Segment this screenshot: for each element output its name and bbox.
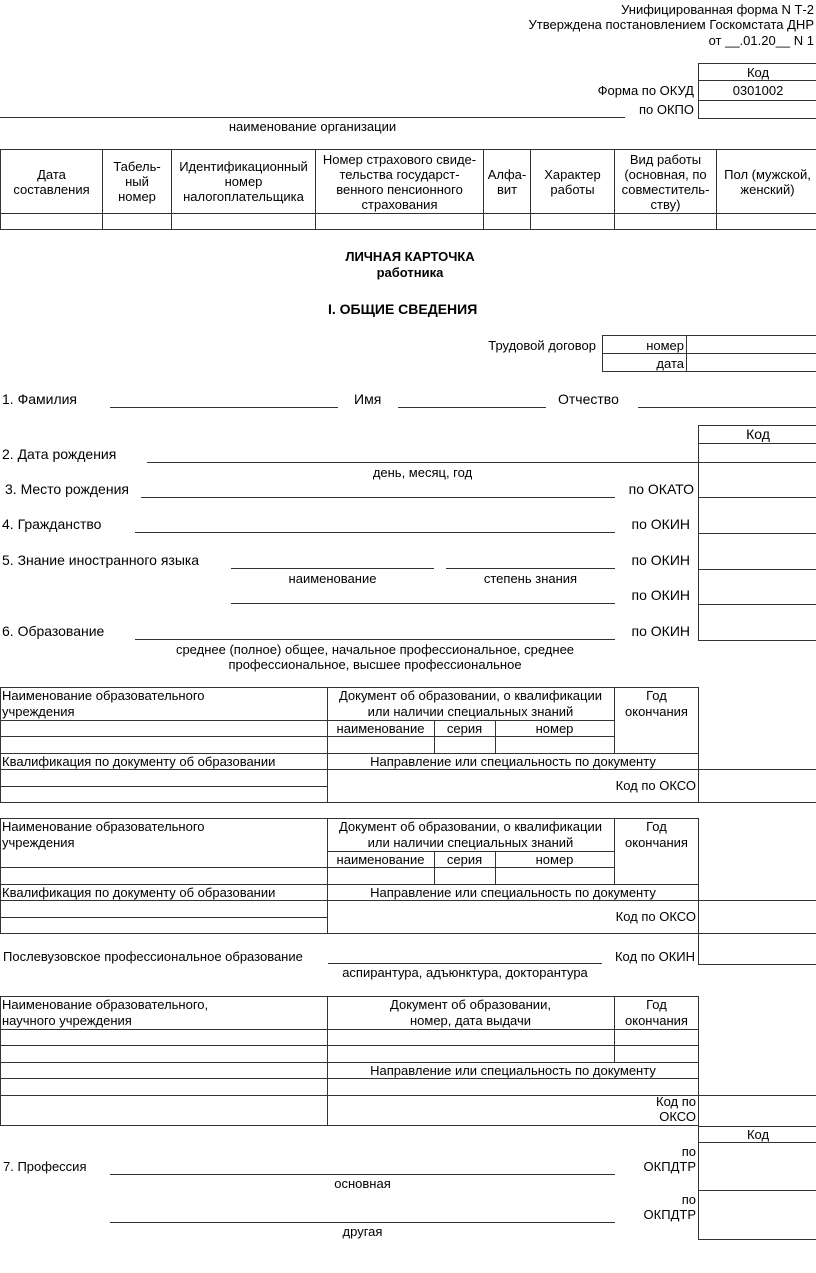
institution-header-l2: учреждения — [2, 704, 75, 719]
postgrad-label: Послевузовское профессиональное образование — [3, 949, 303, 964]
doc-name-header: наименование — [336, 721, 425, 736]
pg-institution-header-l2: научного учреждения — [2, 1013, 132, 1028]
profession-code-header: Код — [746, 1127, 770, 1142]
postgrad-caption: аспирантура, адъюнктура, докторантура — [342, 965, 588, 980]
approved-date: от __.01.20__ N 1 — [708, 33, 814, 48]
pg-specialty-header: Направление или специальность по документу — [370, 1063, 656, 1078]
header-date: Дата составления — [1, 150, 103, 214]
language-code-field-1[interactable] — [700, 535, 816, 568]
specialty-header: Направление или специальность по документу — [370, 754, 656, 769]
education-field[interactable] — [135, 639, 615, 640]
surname-label: 1. Фамилия — [2, 391, 78, 407]
birth-place-field[interactable] — [141, 497, 615, 498]
header-snils: Номер страхового свиде-тельства государст-венного пенсионного страхования — [316, 150, 484, 214]
doc-series-header: серия — [446, 721, 483, 736]
okato-label: по ОКАТО — [628, 481, 694, 497]
citizenship-label: 4. Гражданство — [2, 516, 102, 532]
profession-label: 7. Профессия — [3, 1159, 87, 1174]
birth-date-field[interactable] — [147, 462, 698, 463]
profession-other-code-field[interactable] — [700, 1192, 816, 1238]
okud-label: Форма по ОКУД — [597, 83, 694, 98]
citizenship-code-field[interactable] — [700, 499, 816, 532]
section-title: I. ОБЩИЕ СВЕДЕНИЯ — [328, 301, 478, 317]
document-header-l1: Документ об образовании, о квалификации — [338, 688, 602, 703]
postgrad-okin-label: Код по ОКИН — [614, 949, 695, 964]
doc-series-header: серия — [446, 852, 483, 867]
profession-main-code-field[interactable] — [700, 1144, 816, 1189]
header-inn: Идентификационный номер налогоплательщика — [172, 150, 316, 214]
doc-number-header: номер — [535, 852, 574, 867]
header-tab-number: Табель-ный номер — [103, 150, 172, 214]
date-cell[interactable] — [1, 214, 103, 230]
header-alphabet: Алфа-вит — [484, 150, 531, 214]
approved-by: Утверждена постановлением Госкомстата ДНР — [528, 17, 814, 32]
pg-document-header-l2: номер, дата выдачи — [409, 1013, 532, 1028]
pg-institution-header-l1: Наименование образовательного, — [2, 997, 209, 1012]
pg-document-header-l1: Документ об образовании, — [390, 997, 551, 1012]
pg-okso-label-l2: ОКСО — [659, 1109, 696, 1124]
profession-main-caption: основная — [334, 1176, 391, 1191]
education-caption-2: профессиональное, высшее профессиональное — [228, 657, 522, 672]
language-code-field-2[interactable] — [700, 571, 816, 603]
profession-main-field[interactable] — [110, 1174, 615, 1175]
patronymic-field[interactable] — [638, 407, 816, 408]
citizenship-field[interactable] — [135, 532, 615, 533]
profession-other-field[interactable] — [110, 1222, 615, 1223]
okpdtr-label-1-l1: по — [681, 1144, 696, 1159]
citizenship-okin-label: по ОКИН — [631, 516, 690, 532]
birth-date-label: 2. Дата рождения — [2, 446, 117, 462]
personal-code-header: Код — [746, 426, 770, 442]
info-header-row — [1, 150, 816, 214]
year-header-l1: Год — [646, 688, 667, 703]
snils-cell[interactable] — [316, 214, 484, 230]
okato-code-field[interactable] — [700, 464, 816, 496]
pg-year-header-l1: Год — [646, 997, 667, 1012]
patronymic-label: Отчество — [558, 391, 619, 407]
alphabet-cell[interactable] — [484, 214, 531, 230]
pg-year-header-l2: окончания — [625, 1013, 688, 1028]
institution-header-l1: Наименование образовательного — [2, 819, 205, 834]
document-header-l2: или наличии специальных знаний — [367, 835, 574, 850]
doc-name-header: наименование — [336, 852, 425, 867]
name-label: Имя — [354, 391, 382, 407]
education-label: 6. Образование — [2, 623, 105, 639]
work-nature-cell[interactable] — [531, 214, 615, 230]
okpdtr-label-1-l2: ОКПДТР — [643, 1159, 696, 1174]
language-okin-label-2: по ОКИН — [631, 587, 690, 603]
education-caption-1: среднее (полное) общее, начальное профессиональное, среднее — [175, 642, 575, 657]
gender-cell[interactable] — [717, 214, 816, 230]
education-table-2 — [0, 818, 816, 934]
birth-place-label: 3. Место рождения — [5, 481, 129, 497]
code-header: Код — [746, 65, 770, 80]
profession-other-caption: другая — [342, 1224, 383, 1239]
language-name-field[interactable] — [231, 568, 434, 569]
organization-field[interactable] — [0, 117, 625, 118]
header-work-type: Вид работы (основная, по совместитель-ству) — [615, 150, 717, 214]
year-header-l2: окончания — [625, 704, 688, 719]
education-table-1 — [0, 687, 816, 803]
inn-cell[interactable] — [172, 214, 316, 230]
document-header-l2: или наличии специальных знаний — [367, 704, 574, 719]
qualification-header: Квалификация по документу об образовании — [2, 885, 276, 900]
contract-date-label: дата — [656, 356, 684, 371]
info-value-row — [1, 214, 816, 230]
organization-caption: наименование организации — [228, 119, 397, 134]
birth-date-caption: день, месяц, год — [372, 465, 473, 480]
language-level-caption: степень знания — [483, 571, 578, 586]
institution-header-l1: Наименование образовательного — [2, 688, 205, 703]
work-type-cell[interactable] — [615, 214, 717, 230]
specialty-header: Направление или специальность по документу — [370, 885, 656, 900]
institution-header-l2: учреждения — [2, 835, 75, 850]
year-header-l1: Год — [646, 819, 667, 834]
contract-number-label: номер — [646, 338, 684, 353]
postgrad-field[interactable] — [328, 963, 602, 964]
tab-number-cell[interactable] — [103, 214, 172, 230]
form-name: Унифицированная форма N Т-2 — [621, 2, 814, 17]
okud-value[interactable]: 0301002 — [732, 83, 784, 98]
language-label: 5. Знание иностранного языка — [2, 552, 200, 568]
year-header-l2: окончания — [625, 835, 688, 850]
doc-number-header: номер — [535, 721, 574, 736]
education-okin-label: по ОКИН — [631, 623, 690, 639]
pg-okso-label-l1: Код по — [656, 1094, 696, 1109]
name-field[interactable] — [398, 407, 546, 408]
okpdtr-label-2-l1: по — [681, 1192, 696, 1207]
contract-label: Трудовой договор — [488, 338, 596, 353]
postgrad-table — [0, 996, 816, 1126]
card-subtitle: работника — [376, 265, 444, 280]
document-header-l1: Документ об образовании, о квалификации — [338, 819, 602, 834]
language-name-caption: наименование — [288, 571, 377, 586]
header-gender: Пол (мужской, женский) — [717, 150, 816, 214]
okso-label: Код по ОКСО — [615, 909, 696, 924]
info-table — [0, 149, 816, 230]
qualification-header: Квалификация по документу об образовании — [2, 754, 276, 769]
language-okin-label-1: по ОКИН — [631, 552, 690, 568]
card-title: ЛИЧНАЯ КАРТОЧКА — [345, 249, 475, 264]
education-code-field[interactable] — [700, 606, 816, 639]
okpdtr-label-2-l2: ОКПДТР — [643, 1207, 696, 1222]
language-second-field[interactable] — [231, 603, 615, 604]
okpo-label: по ОКПО — [638, 102, 694, 117]
okso-label: Код по ОКСО — [615, 778, 696, 793]
surname-field[interactable] — [110, 407, 338, 408]
header-work-nature: Характер работы — [531, 150, 615, 214]
language-level-field[interactable] — [446, 568, 615, 569]
